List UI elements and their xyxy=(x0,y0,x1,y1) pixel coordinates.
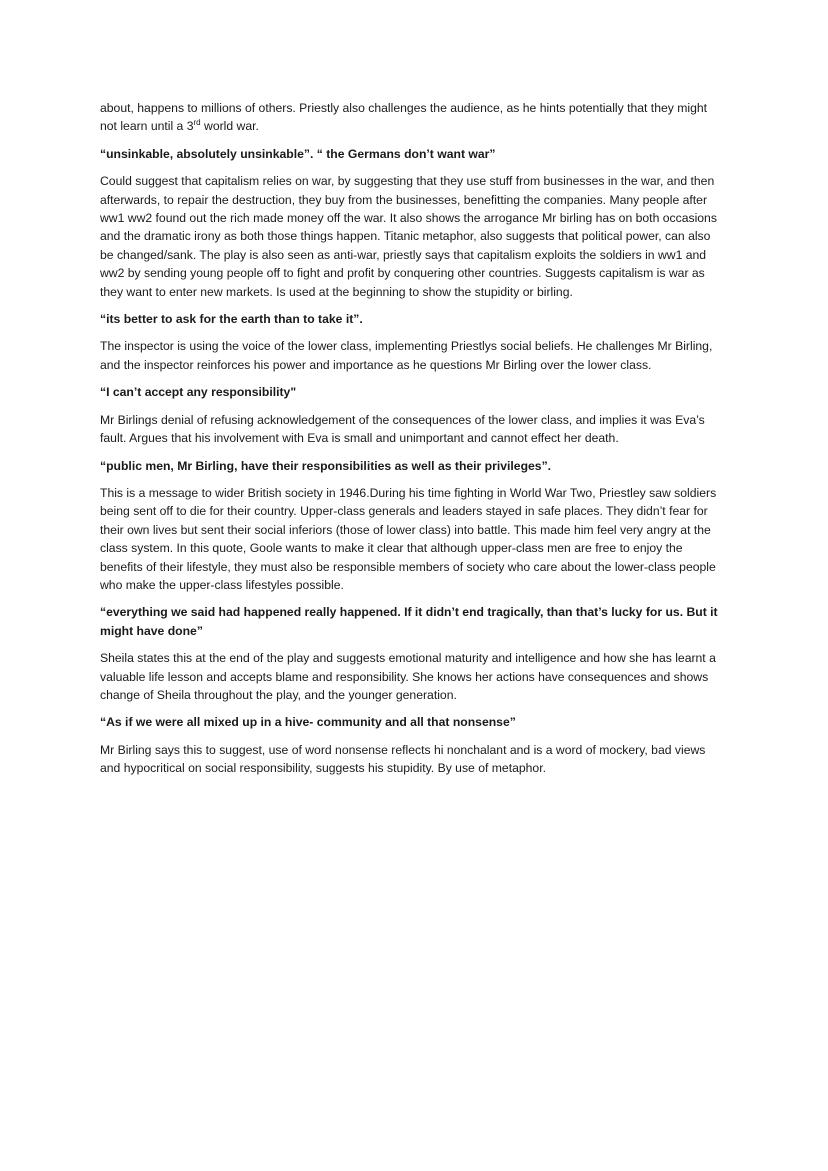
quotation-heading xyxy=(100,383,726,401)
text-run: Mr Birlings denial of refusing acknowledgement of the consequences of the lower class, and implies it was Eva’s fault. Argues that his involvement with Eva is small and unimportant and cannot effect her death. xyxy=(100,412,705,446)
text-run: Mr Birling says this to suggest, use of word nonsense reflects hi nonchalant and is a word of mockery, bad views and hypocritical on social responsibility, suggests his stupidity. By use of metaphor. xyxy=(100,742,706,776)
superscript-text: rd xyxy=(193,118,201,128)
text-run: This is a message to wider British society in 1946.During his time fighting in World War Two, Priestley saw soldiers being sent off to die for their country. Upper-class generals and leaders stayed in safe places. They didn’t fear for their own lives but sent their social inferiors (those of lower class) into battle. This made him feel very angry at the class system. In this quote, Goole wants to make it clear that although upper-class men are free to enjoy the benefits of their lifestyle, they must also be responsible members of society who care about the lower-class people who make the upper-class lifestyles possible. xyxy=(100,485,717,592)
document-page xyxy=(100,99,726,787)
text-run: “its better to ask for the earth than to take it”. xyxy=(100,312,363,327)
analysis-paragraph xyxy=(100,337,726,374)
analysis-paragraph xyxy=(100,649,726,704)
analysis-paragraph xyxy=(100,99,726,136)
quotation-heading xyxy=(100,603,726,640)
text-run: The inspector is using the voice of the lower class, implementing Priestlys social beliefs. He challenges Mr Birling, and the inspector reinforces his power and importance as he questions Mr Birling over the lower class. xyxy=(100,339,713,372)
quotation-heading xyxy=(100,145,726,163)
text-run: “everything we said had happened really happened. If it didn’t end tragically, than that’s lucky for us. But it might have done” xyxy=(100,605,718,638)
analysis-paragraph xyxy=(100,741,726,778)
text-run: “As if we were all mixed up in a hive- community and all that nonsense” xyxy=(100,715,516,730)
text-run: Sheila states this at the end of the play and suggests emotional maturity and intelligence and how she has learnt a valuable life lesson and accepts blame and responsibility. She knows her actions have consequences and shows change of Sheila throughout the play, and the younger generation. xyxy=(100,651,716,702)
text-run: “I can’t accept any responsibility" xyxy=(100,385,297,400)
analysis-paragraph xyxy=(100,172,726,301)
analysis-paragraph xyxy=(100,484,726,594)
text-run: world war. xyxy=(200,119,259,134)
text-run: about, happens to millions of others. Priestly also challenges the audience, as he hints potentially that they might not learn until a 3 xyxy=(100,101,708,134)
analysis-paragraph xyxy=(100,411,726,448)
text-run: “public men, Mr Birling, have their responsibilities as well as their privileges”. xyxy=(100,458,552,473)
quotation-heading xyxy=(100,457,726,475)
quotation-heading xyxy=(100,310,726,328)
text-run: Could suggest that capitalism relies on war, by suggesting that they use stuff from businesses in the war, and then afterwards, to repair the destruction, they buy from the businesses, benefitting the companies. Many people after ww1 ww2 found out the rich made money off the war. It also shows the arrogance Mr birling has on both occasions and the dramatic irony as both those things happen. Titanic metaphor, also suggests that political power, can also be changed/sank. The play is also seen as anti-war, priestly says that capitalism exploits the soldiers in ww1 and ww2 by sending young people off to fight and profit by conquering other countries. Suggests capitalism is war as they want to enter new markets. Is used at the beginning to show the stupidity or birling. xyxy=(100,174,717,299)
text-run: “unsinkable, absolutely unsinkable”. “ the Germans don’t want war” xyxy=(100,146,496,161)
quotation-heading xyxy=(100,713,726,731)
